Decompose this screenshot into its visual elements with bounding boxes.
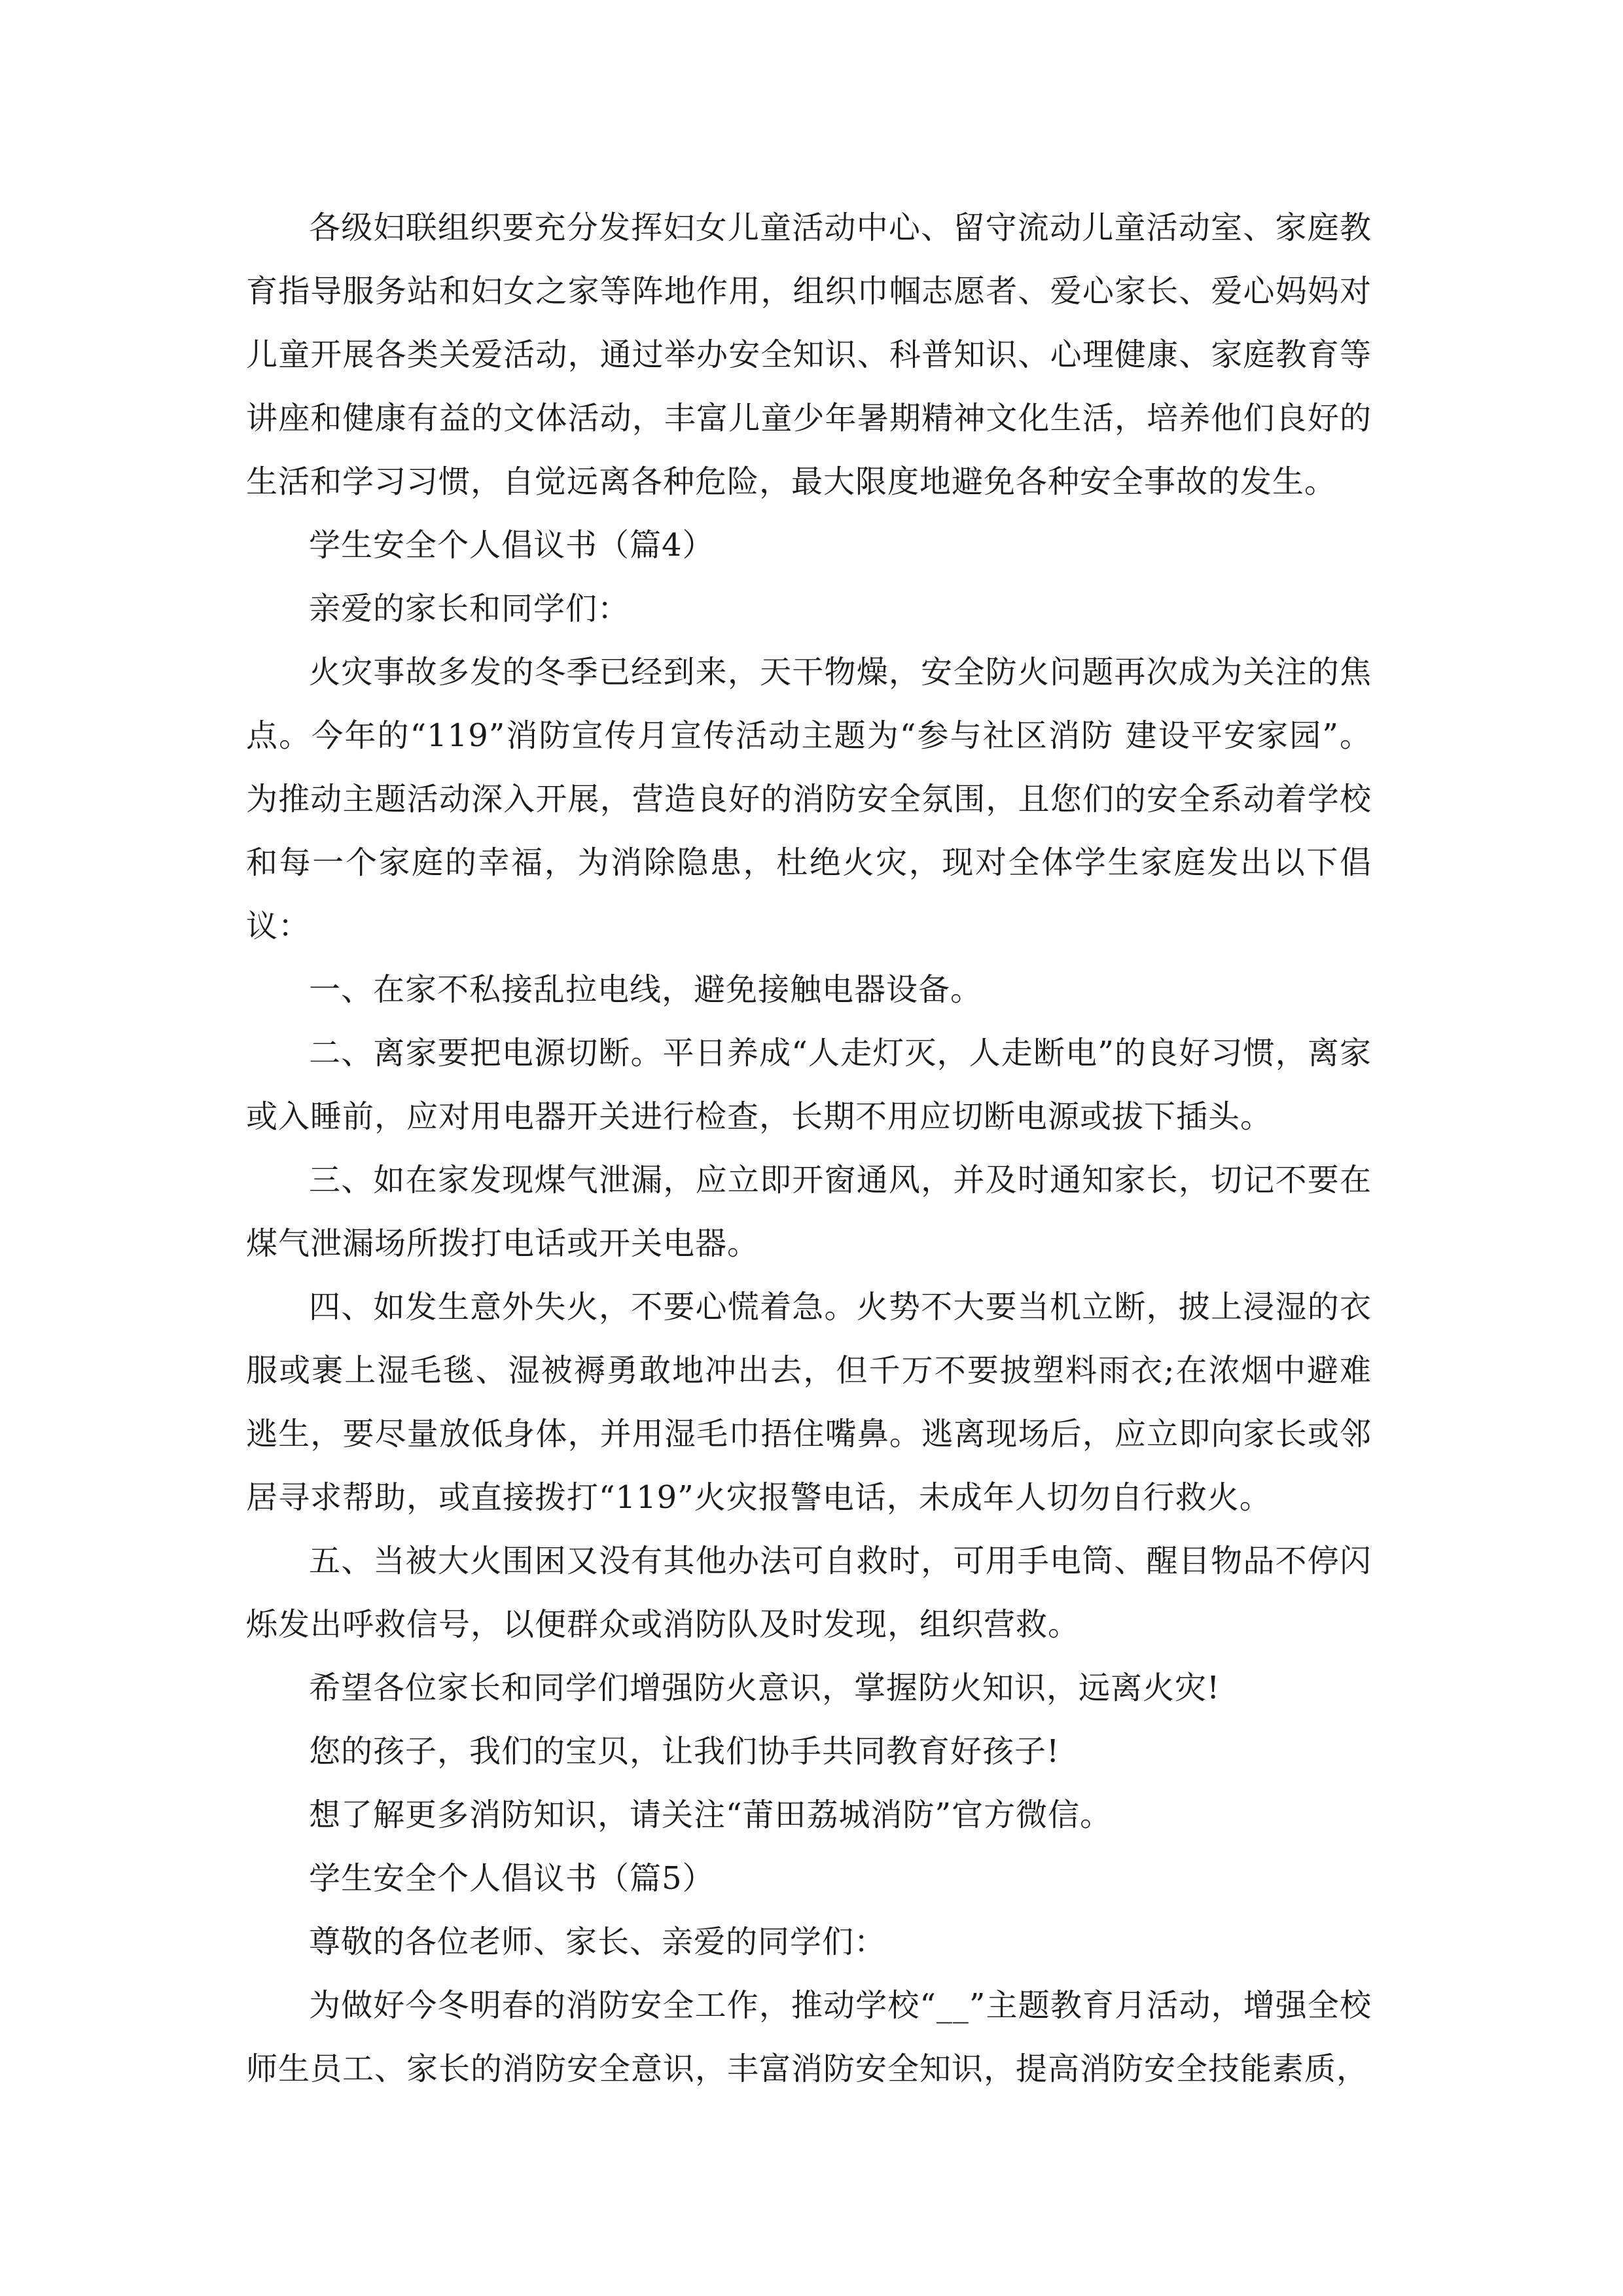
closing-wechat: 想了解更多消防知识，请关注“莆田荔城消防”官方微信。	[309, 1797, 1113, 1833]
proposal-item-3: 三、如在家发现煤气泄漏，应立即开窗通风，并及时通知家长，切记不要在煤气泄漏场所拨打电话或开关电器。	[246, 1162, 1372, 1262]
section-heading-part-4: 学生安全个人倡议书（篇4）	[309, 527, 715, 564]
paragraph-women-federation: 各级妇联组织要充分发挥妇女儿童活动中心、留守流动儿童活动室、家庭教育指导服务站和妇女之家等阵地作用，组织巾帼志愿者、爱心家长、爱心妈妈对儿童开展各类关爱活动，通过举办安全知识、科普知识、心理健康、家庭教育等讲座和健康有益的文体活动，丰富儿童少年暑期精神文化生活，培养他们良好的生活和学习习惯，自觉远离各种危险，最大限度地避免各种安全事故的发生。	[246, 209, 1372, 500]
closing-children: 您的孩子，我们的宝贝，让我们协手共同教育好孩子!	[309, 1733, 1060, 1770]
section-heading-part-5: 学生安全个人倡议书（篇5）	[309, 1860, 715, 1897]
proposal-item-5: 五、当被大火围困又没有其他办法可自救时，可用手电筒、醒目物品不停闪烁发出呼救信号，以便群众或消防队及时发现，组织营救。	[246, 1543, 1372, 1643]
paragraph-fire-season: 火灾事故多发的冬季已经到来，天干物燥，安全防火问题再次成为关注的焦点。今年的“119”消防宣传月宣传活动主题为“参与社区消防 建设平安家园”。为推动主题活动深入开展，营造良好的消防安全氛围，且您们的安全系动着学校和每一个家庭的幸福，为消除隐患，杜绝火灾，现对全体学生家庭发出以下倡议：	[246, 654, 1372, 944]
closing-hope: 希望各位家长和同学们增强防火意识，掌握防火知识，远离火灾!	[309, 1670, 1221, 1706]
proposal-item-4: 四、如发生意外失火，不要心慌着急。火势不大要当机立断，披上浸湿的衣服或裹上湿毛毯、湿被褥勇敢地冲出去，但千万不要披塑料雨衣;在浓烟中避难逃生，要尽量放低身体，并用湿毛巾捂住嘴鼻。逃离现场后，应立即向家长或邻居寻求帮助，或直接拨打“119”火灾报警电话，未成年人切勿自行救火。	[246, 1289, 1372, 1516]
proposal-item-2: 二、离家要把电源切断。平日养成“人走灯灭，人走断电”的良好习惯，离家或入睡前，应对用电器开关进行检查，长期不用应切断电源或拔下插头。	[246, 1035, 1372, 1135]
salutation-teachers-parents: 尊敬的各位老师、家长、亲爱的同学们：	[309, 1924, 887, 1960]
proposal-item-1: 一、在家不私接乱拉电线，避免接触电器设备。	[309, 971, 983, 1008]
document-body	[246, 196, 1372, 2101]
salutation-parents-students: 亲爱的家长和同学们：	[309, 590, 630, 627]
paragraph-winter-safety: 为做好今冬明春的消防安全工作，推动学校“__”主题教育月活动，增强全校师生员工、家长的消防安全意识，丰富消防安全知识，提高消防安全技能素质，	[246, 1987, 1372, 2087]
